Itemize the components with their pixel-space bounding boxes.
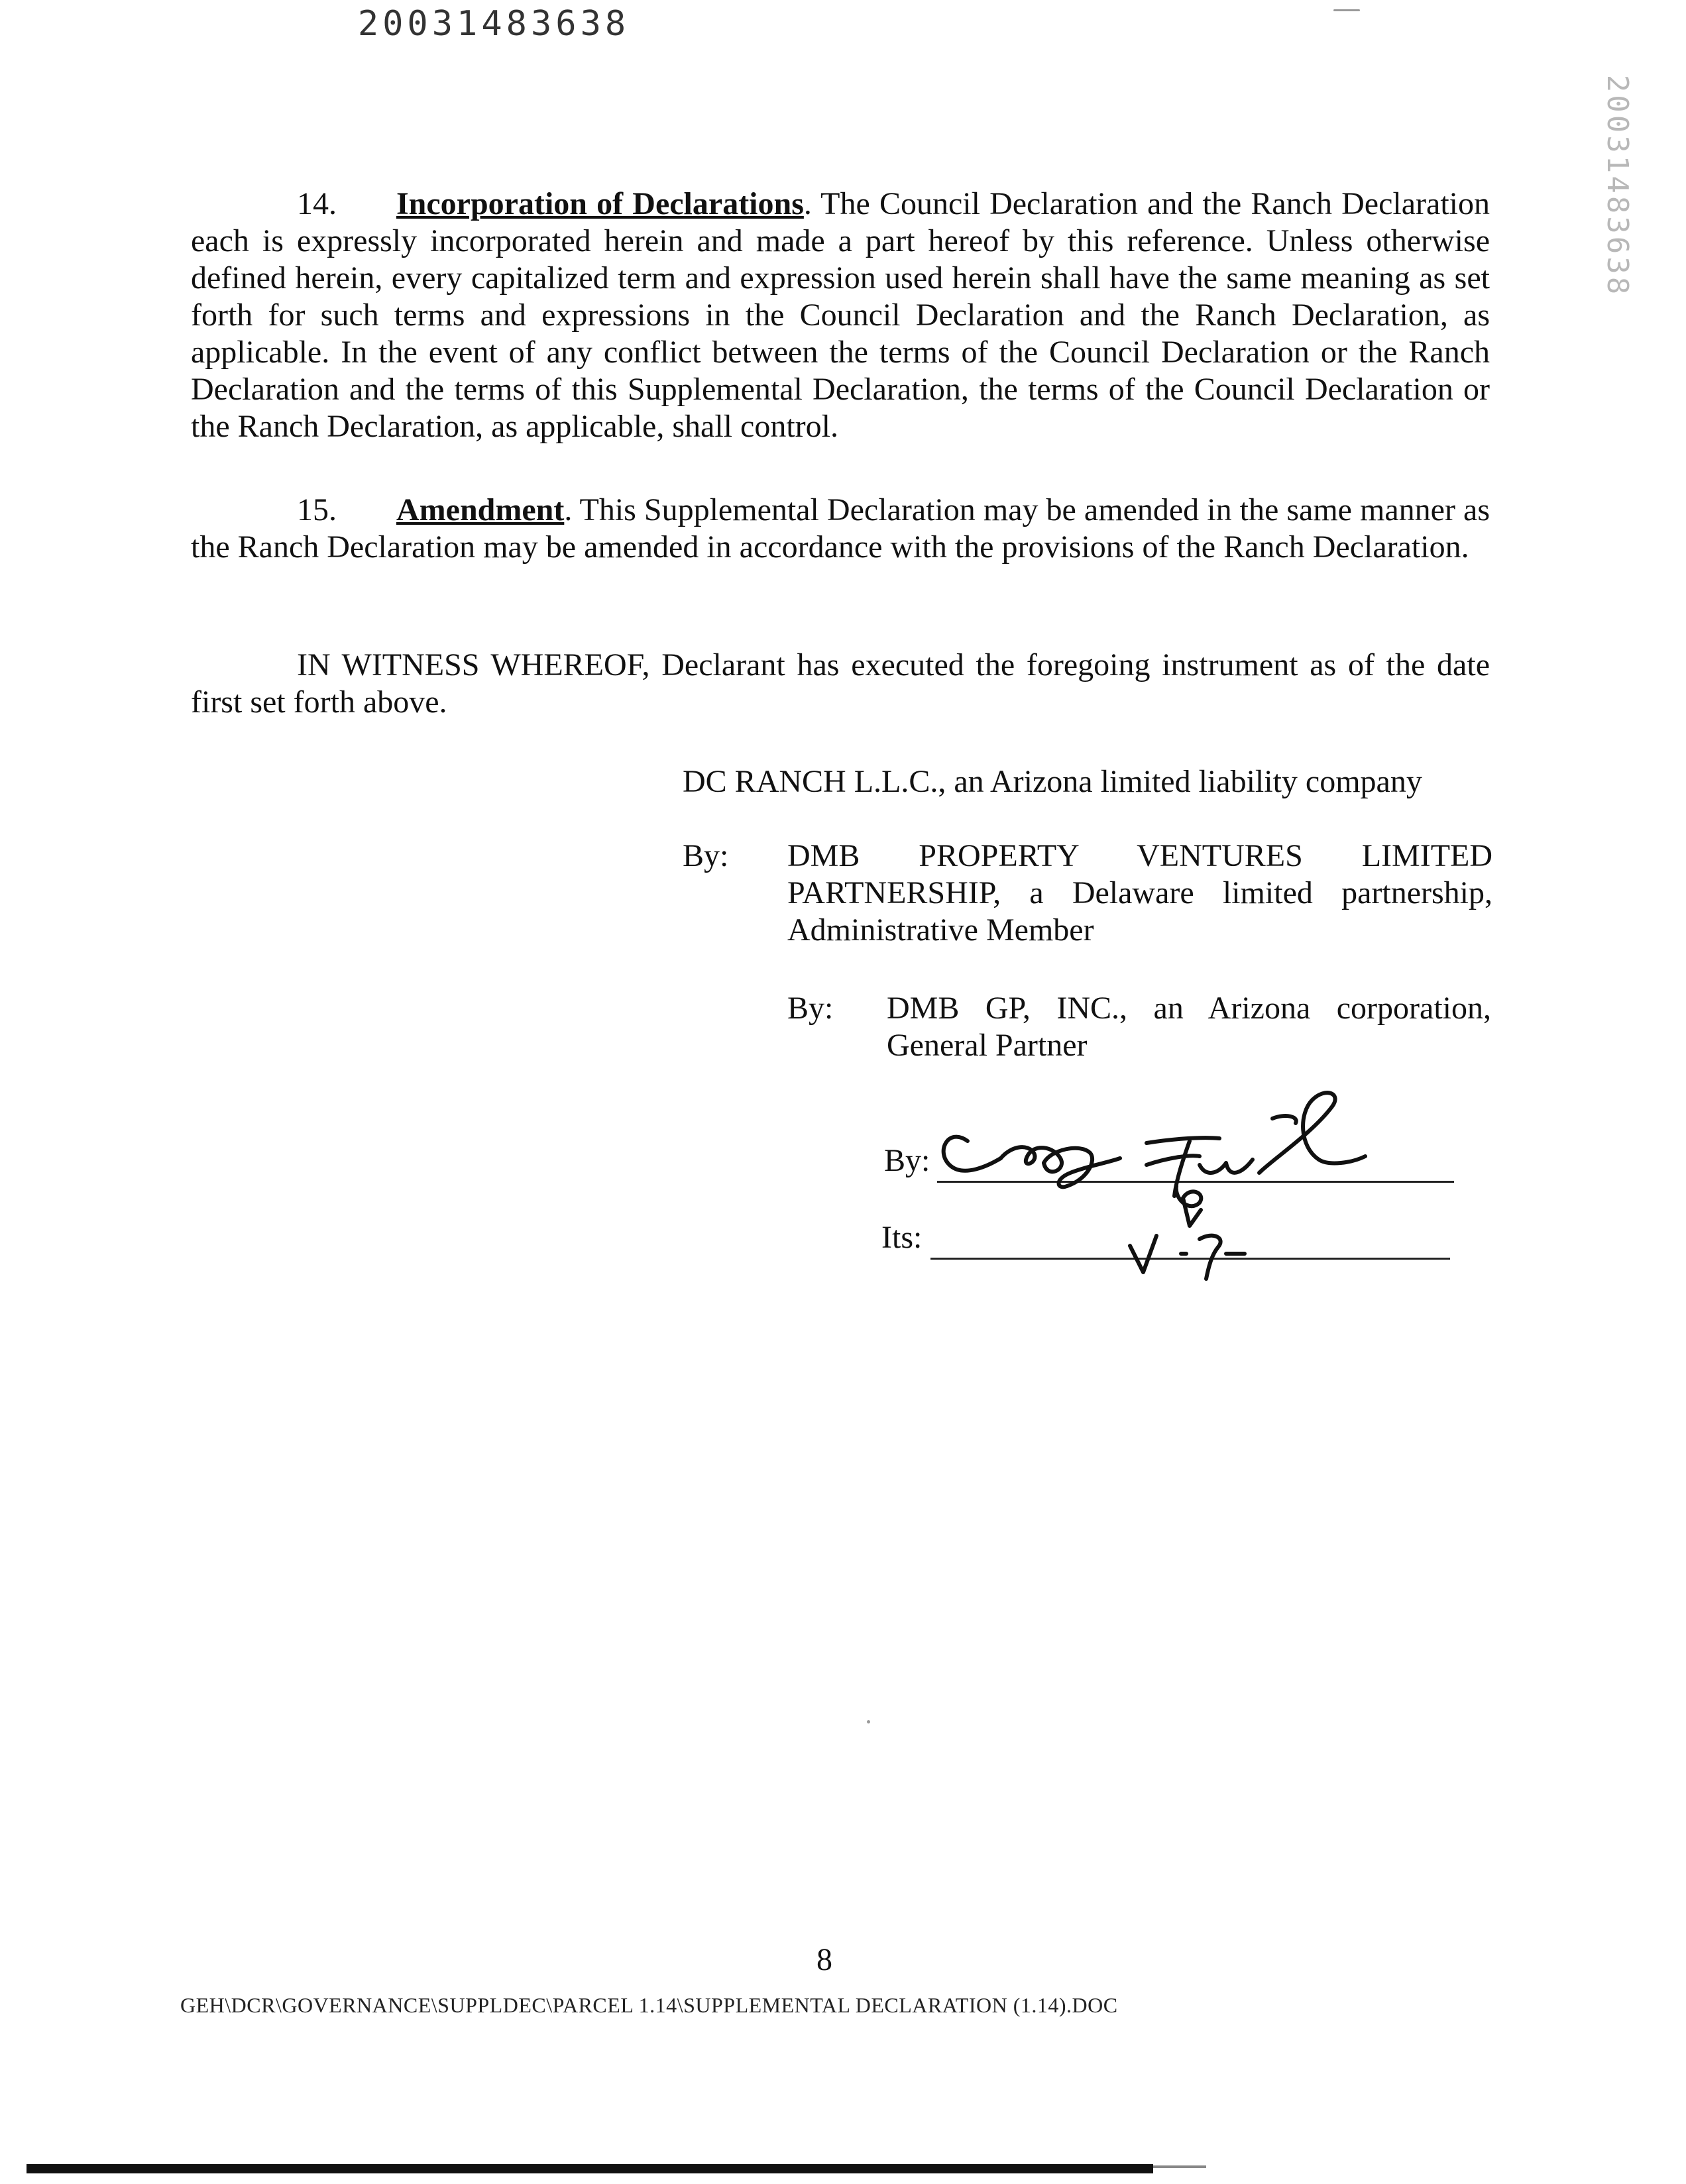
signature-by-label: By: [884, 1143, 930, 1178]
witness-text: IN WITNESS WHEREOF, Declarant has executed the foregoing instrument as of the date first set forth above. [191, 647, 1490, 720]
signatory-member-row [683, 838, 1492, 949]
signatory-company: DC RANCH L.L.C., an Arizona limited liability company [683, 764, 1422, 799]
side-recording-stamp-text: 20031483638 [1601, 74, 1635, 297]
scan-edge-bar-tail [1153, 2165, 1206, 2168]
signatory-partner-row [787, 990, 1491, 1064]
paragraph-15-number: 15. [297, 492, 337, 527]
paragraph-15 [191, 492, 1490, 566]
side-recording-stamp [1588, 74, 1648, 297]
scan-edge-bar [27, 2164, 1153, 2173]
document-file-path: GEH\DCR\GOVERNANCE\SUPPLDEC\PARCEL 1.14\SUPPLEMENTAL DECLARATION (1.14).DOC [180, 1993, 1118, 2017]
paragraph-14-number: 14. [297, 186, 337, 221]
witness-paragraph [191, 647, 1490, 721]
recording-number: 20031483638 [357, 4, 630, 44]
handwritten-signature-icon [928, 1080, 1378, 1285]
by-label: By: [683, 838, 729, 873]
paragraph-14-body: . The Council Declaration and the Ranch Declaration each is expressly incorporated herein and made a part hereof by this reference. Unless otherwise defined herein, every capitalized term and expression used herein shall have the same meaning as set forth for such terms and expressions in the Council Declaration and the Ranch Declaration, as applicable. In the event of any conflict between the terms of the Council Declaration or the Ranch Declaration and the terms of this Supplemental Declaration, the terms of the Council Declaration or the Ranch Declaration, as applicable, shall control. [191, 186, 1490, 444]
signatory-member: DMB PROPERTY VENTURES LIMITED PARTNERSHIP, a Delaware limited partnership, Administrative Member [787, 838, 1492, 948]
by-label: By: [787, 991, 834, 1026]
scan-speck [1333, 9, 1360, 11]
signatory-partner: DMB GP, INC., an Arizona corporation, General Partner [887, 991, 1491, 1063]
paragraph-14 [191, 186, 1490, 445]
signature-its-label: Its: [881, 1220, 923, 1255]
page-number-text: 8 [816, 1942, 832, 1977]
page-number [0, 1941, 1686, 1978]
paragraph-15-heading: Amendment [396, 492, 565, 527]
scan-speck [867, 1720, 870, 1723]
paragraph-15-body: . This Supplemental Declaration may be amended in the same manner as the Ranch Declaration may be amended in accordance with the provisions of the Ranch Declaration. [191, 492, 1490, 565]
paragraph-14-heading: Incorporation of Declarations [396, 186, 804, 221]
